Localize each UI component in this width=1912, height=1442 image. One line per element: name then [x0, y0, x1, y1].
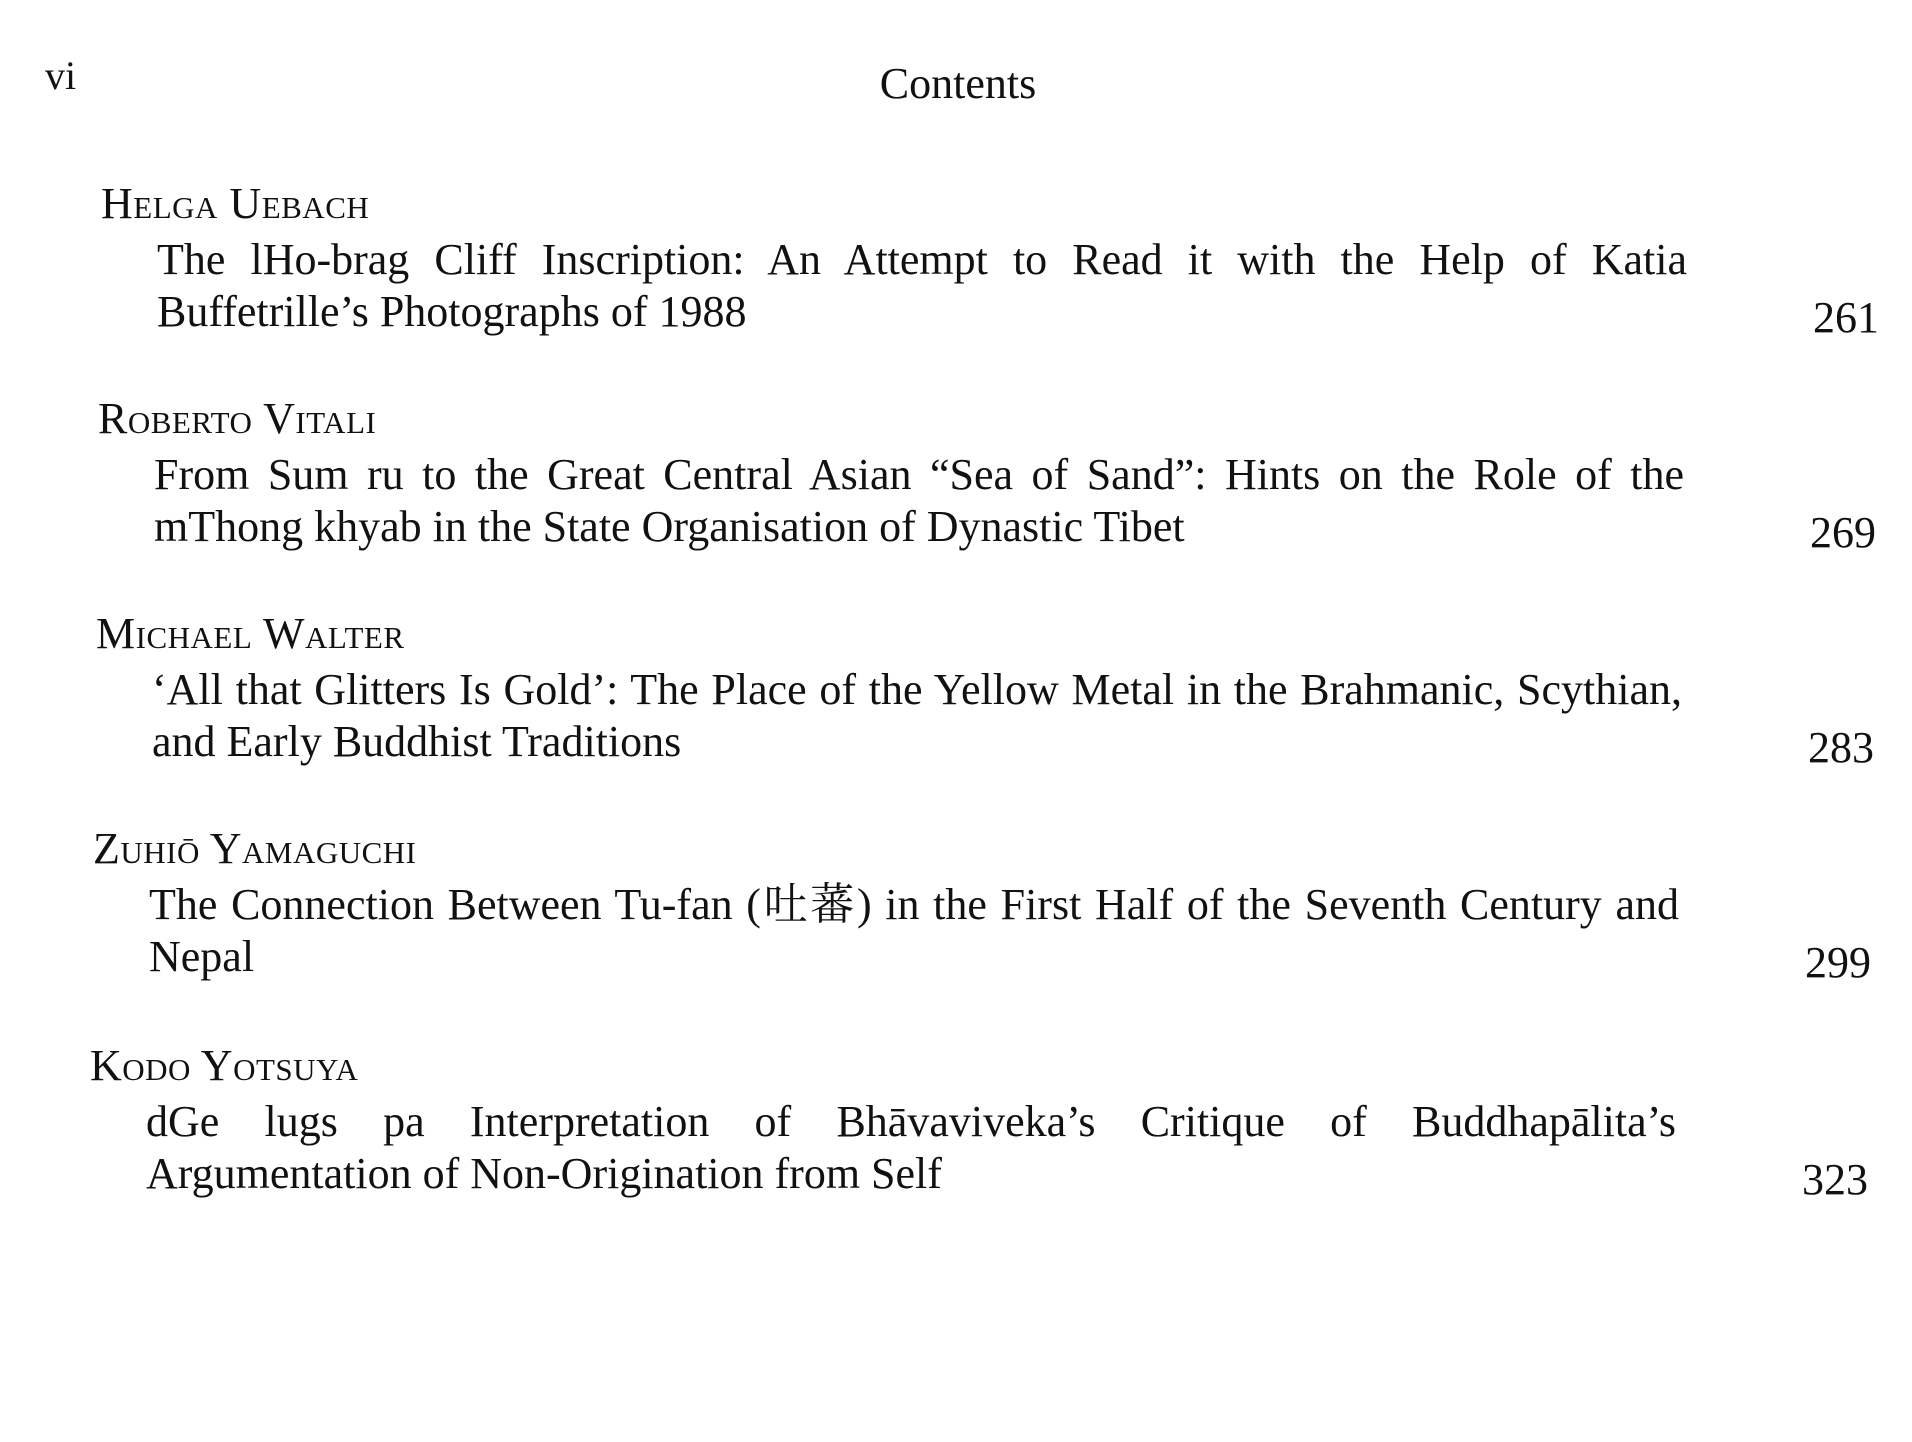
entry-title: ‘All that Glitters Is Gold’: The Place of the Yellow Metal in the Brahmanic, Scythian, and Early Buddhist Traditions: [152, 665, 1682, 766]
toc-entry: [90, 1040, 1890, 1204]
entry-page-number: 299: [1805, 938, 1871, 987]
toc-entry: [101, 178, 1901, 342]
entry-author: Zuhiō Yamaguchi: [93, 824, 417, 873]
entry-title-row: [149, 879, 1871, 987]
entry-page-number: 261: [1813, 293, 1879, 342]
running-title: Contents: [879, 59, 1037, 108]
toc-entry: [96, 608, 1896, 772]
entry-author: Kodo Yotsuya: [90, 1041, 359, 1090]
entry-title-row: [157, 234, 1879, 342]
entry-title-row: [146, 1096, 1868, 1204]
entry-title: From Sum ru to the Great Central Asian “Sea of Sand”: Hints on the Role of the mThong khyab in the State Organisation of Dynastic Tibet: [154, 450, 1684, 551]
entry-author: Helga Uebach: [101, 179, 370, 228]
toc-entry: [98, 393, 1898, 557]
toc-entry: [93, 823, 1893, 987]
entry-title-row: [154, 449, 1876, 557]
entry-page-number: 269: [1810, 508, 1876, 557]
entry-title: The Connection Between Tu-fan (吐蕃) in the First Half of the Seventh Century and Nepal: [149, 880, 1679, 981]
entry-title: dGe lugs pa Interpretation of Bhāvaviveka’s Critique of Buddhapālita’s Argumentation of Non-Origination from Self: [146, 1097, 1676, 1198]
entry-page-number: 323: [1802, 1155, 1868, 1204]
entry-author: Michael Walter: [96, 609, 405, 658]
entry-page-number: 283: [1808, 723, 1874, 772]
entry-title-row: [152, 664, 1874, 772]
page-number: vi: [45, 53, 77, 98]
entry-title: The lHo-brag Cliff Inscription: An Attempt to Read it with the Help of Katia Buffetrille’s Photographs of 1988: [157, 235, 1687, 336]
entry-author: Roberto Vitali: [98, 394, 377, 443]
